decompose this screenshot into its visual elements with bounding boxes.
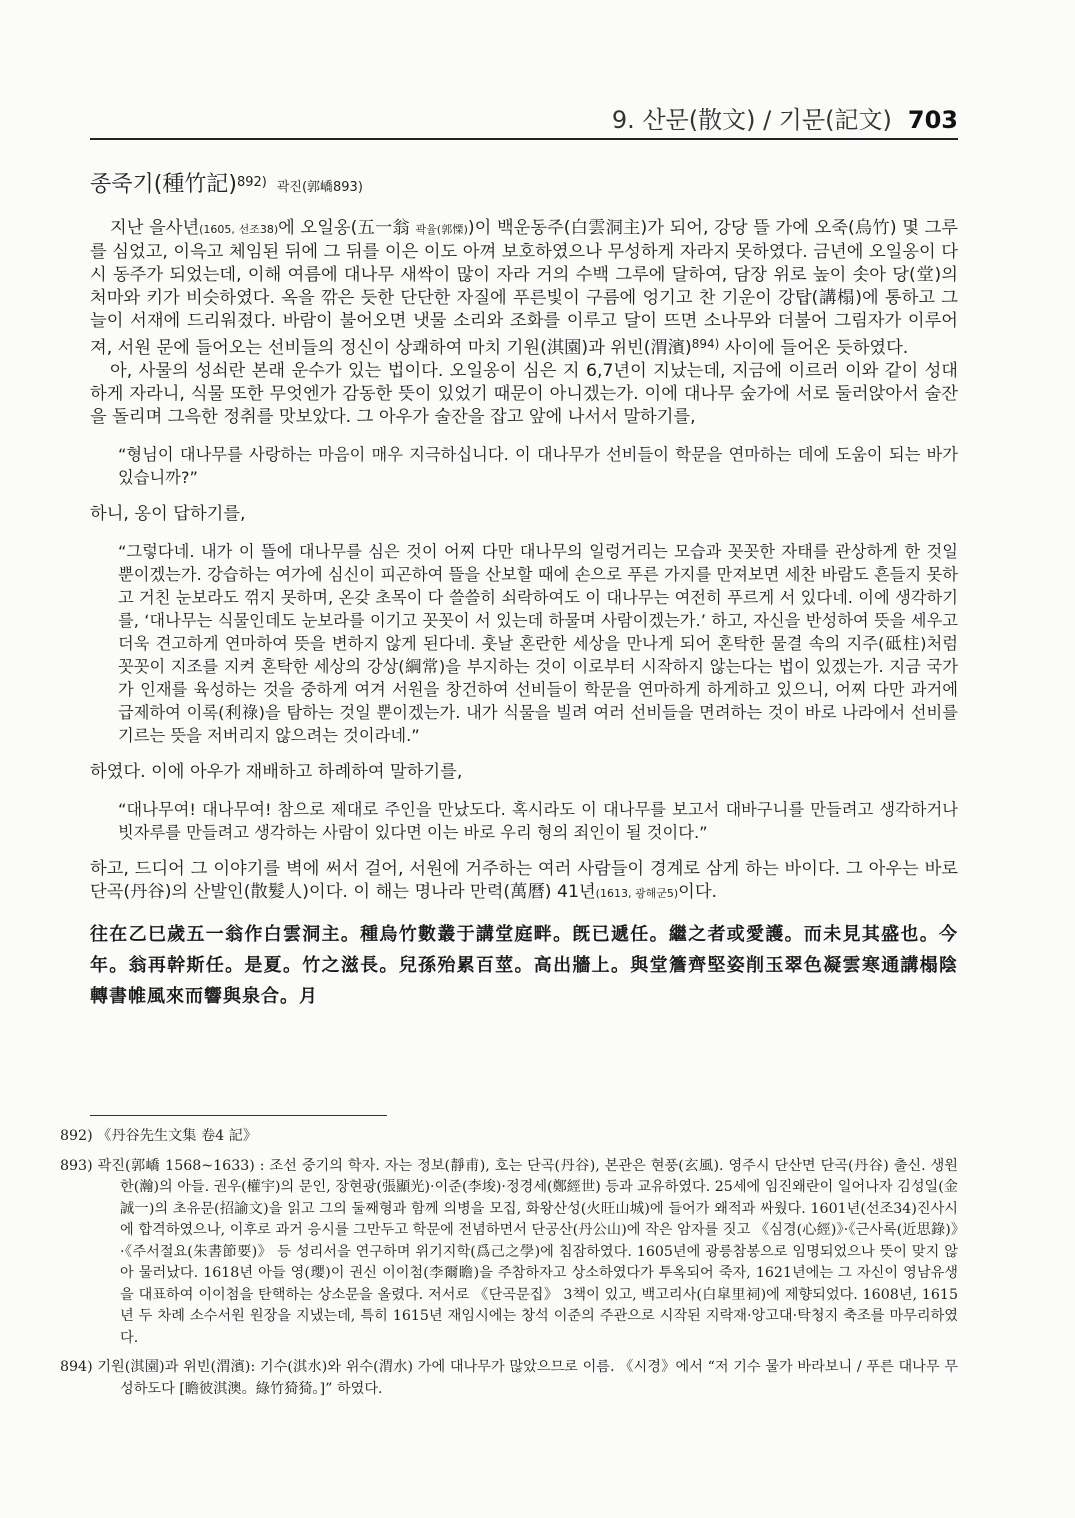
footnote-divider: [90, 1115, 387, 1116]
author-name: 곽진(郭嶠893): [276, 180, 363, 195]
article-body: [90, 168, 958, 1012]
paragraph-1: [90, 217, 958, 360]
footnote-text: 《丹谷先生文集 卷4 記》: [97, 1128, 258, 1144]
section-title: 9. 산문(散文) / 기문(記文): [611, 106, 892, 134]
paragraph-5: [90, 858, 958, 905]
footnote-ref-894: 894): [691, 337, 720, 351]
footnote-number: 893): [60, 1157, 93, 1174]
quote-1: “형님이 대나무를 사랑하는 마음이 매우 지극하십니다. 이 대나무가 선비들이 학문을 연마하는 데에 도움이 되는 바가 있습니까?”: [118, 445, 958, 487]
classical-chinese-text: 往在乙巳歲五一翁作白雲洞主。種烏竹數叢于講堂庭畔。旣已遞任。繼之者或愛護。而未見其盛也。今年。翁再幹斯任。是夏。竹之滋長。兒孫殆累百莖。高出牆上。與堂簷齊堅姿削玉翠色凝雲寒通講榻陰轉書帷風來而響與泉合。月: [90, 924, 958, 1007]
para5-part-b: 이다.: [678, 882, 718, 902]
para1-part-a: 지난 을사년: [110, 218, 200, 238]
para5-date-note: (1613, 광해군5): [595, 887, 679, 900]
title-footnote-ref: 892): [236, 175, 267, 190]
quote-3: “대나무여! 대나무여! 참으로 제대로 주인을 만났도다. 혹시라도 이 대나무를 보고서 대바구니를 만들려고 생각하거나 빗자루를 만들려고 생각하는 사람이 있다면 이는 바로 우리 형의 죄인이 될 것이다.”: [118, 800, 958, 842]
para1-date-note: (1605, 선조38): [199, 223, 279, 236]
para1-part-b: 에 오일옹(五一翁: [278, 218, 416, 238]
running-header: [90, 102, 958, 140]
page-number: 703: [907, 106, 958, 134]
quote-2: “그렇다네. 내가 이 뜰에 대나무를 심은 것이 어찌 다만 대나무의 일렁거리는 모습과 꼿꼿한 자태를 관상하게 한 것일 뿐이겠는가. 강습하는 여가에 심신이 피곤하여 뜰을 산보할 때에 손으로 푸른 가지를 만져보면 세찬 바람도 흔들지 못하고 거친 눈보라도 꺾지 못하며, 온갖 초목이 다 쓸쓸히 쇠락하여도 이 대나무는 여전히 푸르게 서 있다네. 이에 생각하기를, ‘대나무는 식물인데도 눈보라를 이기고 꼿꼿이 서 있는데 하물며 사람이겠는가.’ 하고, 자신을 반성하여 뜻을 세우고 더욱 견고하게 연마하여 뜻을 변하지 않게 된다네. 훗날 혼란한 세상을 만나게 되어 혼탁한 물결 속의 지주(砥柱)처럼 꼿꼿이 지조를 지켜 혼탁한 세상의 강상(綱常)을 부지하는 것이 이로부터 시작하지 않는다는 법이 있겠는가. 지금 국가가 인재를 육성하는 것을 중하게 여겨 서원을 창건하여 선비들이 학문을 연마하게 하게하고 있으니, 어찌 다만 과거에 급제하여 이록(利祿)을 탐하는 것일 뿐이겠는가. 내가 식물을 빌려 여러 선비들을 면려하는 것이 바로 나라에서 선비를 기르는 뜻을 저버리지 않으려는 것이라네.”: [118, 542, 958, 745]
footnotes: [60, 1126, 958, 1408]
para1-part-c: )이 백운동주(白雲洞主)가 되어, 강당 뜰 가에 오죽(烏竹) 몇 그루를 심었고, 이윽고 체임된 뒤에 그 뒤를 이은 이도 아껴 보호하였으나 무성하게 자라지 못하였다. 금년에 오일옹이 다시 동주가 되었는데, 이해 여름에 대나무 새싹이 많이 자라 거의 수백 그루에 달하여, 담장 위로 높이 솟아 당(堂)의 처마와 키가 비슷하였다. 옥을 깎은 듯한 단단한 자질에 푸른빛이 구름에 엉기고 찬 기운이 강탑(講榻)에 통하고 그늘이 서재에 드리워졌다. 바람이 불어오면 냇물 소리와 조화를 이루고 달이 뜨면 소나무와 더불어 그림자가 이루어져, 서원 문에 들어오는 선비들의 정신이 상쾌하여 마치 기원(淇園)과 위빈(渭濱): [90, 218, 958, 358]
footnote-text: 기원(淇園)과 위빈(渭濱): 기수(淇水)와 위수(渭水) 가에 대나무가 많았으므로 이름. 《시경》에서 “저 기수 물가 바라보니 / 푸른 대나무 무성하도다 [瞻彼淇澳。綠竹猗猗。]” 하였다.: [97, 1359, 958, 1397]
para1-part-d: 사이에 들어온 듯하였다.: [719, 338, 909, 358]
footnote-number: 892): [60, 1128, 93, 1144]
footnote-number: 894): [60, 1359, 93, 1375]
para1-name-note: 곽율(郭慄): [415, 223, 468, 236]
para5-part-a: 하고, 드디어 그 이야기를 벽에 써서 걸어, 서원에 거주하는 여러 사람들이 경계로 삼게 하는 바이다. 그 아우는 바로 단곡(丹谷)의 산발인(散髮人)이다. 이 해는 명나라 만력(萬曆) 41년: [90, 859, 958, 902]
footnote-892: [60, 1126, 958, 1148]
footnote-894: [60, 1357, 958, 1400]
paragraph-2: 아, 사물의 성쇠란 본래 운수가 있는 법이다. 오일옹이 심은 지 6,7년이 지났는데, 지금에 이르러 이와 같이 성대하게 자라니, 식물 또한 무엇엔가 감동한 뜻이 있었기 때문이 아니겠는가. 이에 대나무 숲가에 서로 둘러앉아서 술잔을 돌리며 그윽한 정취를 맛보았다. 그 아우가 술잔을 잡고 앞에 나서서 말하기를,: [90, 361, 958, 427]
title-text: 종죽기(種竹記): [90, 172, 237, 197]
article-title: [90, 168, 958, 203]
paragraph-4: 하였다. 이에 아우가 재배하고 하례하여 말하기를,: [90, 762, 463, 782]
paragraph-3: 하니, 옹이 답하기를,: [90, 504, 246, 524]
footnote-text: 곽진(郭嶠 1568~1633) : 조선 중기의 학자. 자는 정보(靜甫), 호는 단곡(丹谷), 본관은 현풍(玄風). 영주시 단산면 단곡(丹谷) 출신. 생원 한(瀚)의 아들. 권우(權宇)의 문인, 장현광(張顯光)·이준(李埈)·정경세(鄭經世) 등과 교유하였다. 25세에 임진왜란이 일어나자 김성일(金誠一)의 초유문(招諭文)을 읽고 그의 둘째형과 함께 의병을 모집, 화왕산성(火旺山城)에 들어가 왜적과 싸웠다. 1601년(선조34)진사시에 합격하였으나, 이후로 과거 응시를 그만두고 학문에 전념하면서 단공산(丹公山)에 작은 암자를 짓고 《심경(心經)》·《근사록(近思錄)》·《주서절요(朱書節要)》 등 성리서을 연구하며 위기지학(爲己之學)에 침잠하였다. 1605년에 광릉참봉으로 임명되었으나 뜻이 맞지 않아 물러났다. 1618년 아들 영(瓔)이 권신 이이첨(李爾瞻)을 주참하자고 상소하였다가 투옥되어 죽자, 1621년에는 그 자신이 영남유생을 대표하여 이이첨을 탄핵하는 상소문을 올렸다. 저서로 《단곡문집》 3책이 있고, 백고리사(白皐里祠)에 제향되었다. 1608년, 1615년 두 차례 소수서원 원장을 지냈는데, 특히 1615년 재임시에는 창석 이준의 주관으로 시작된 지락재·앙고대·탁청지 축조를 마무리하였다.: [97, 1157, 958, 1346]
footnote-893: [60, 1156, 958, 1350]
